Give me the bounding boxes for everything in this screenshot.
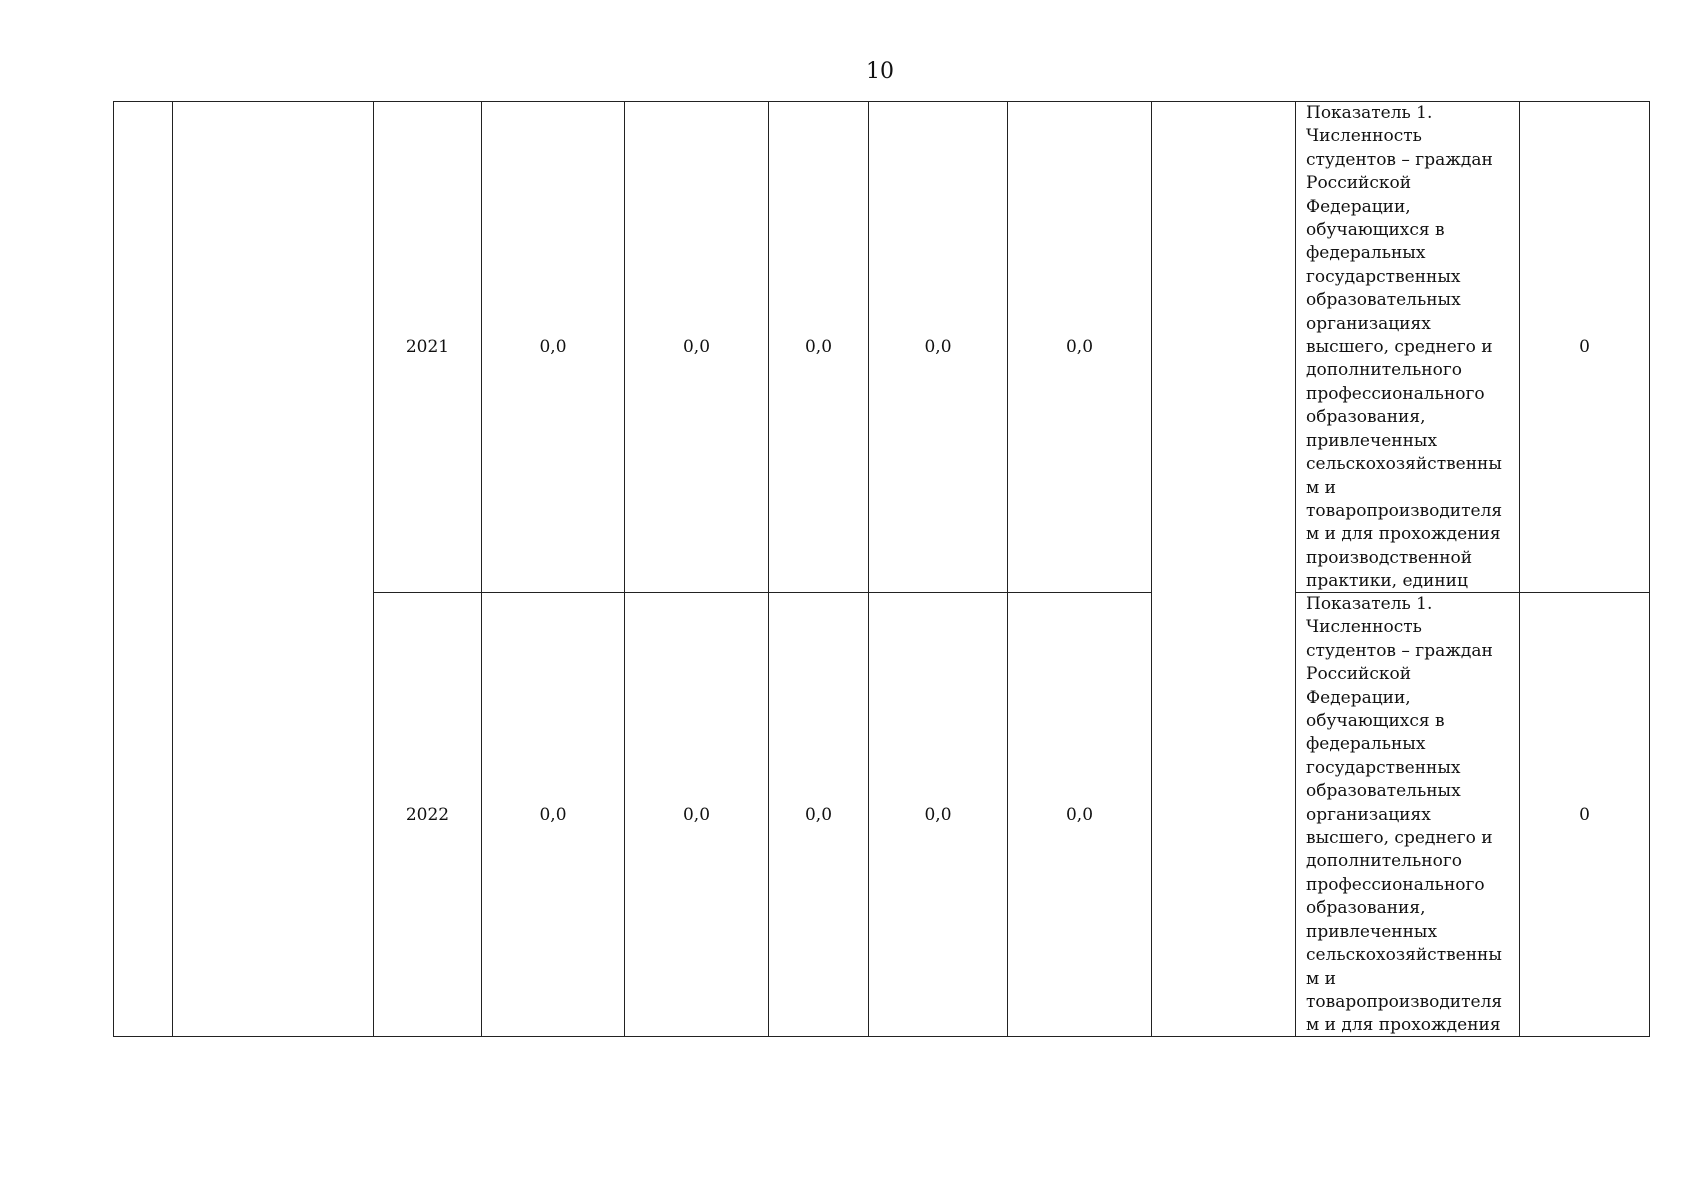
- indicator-value-cell: 0: [1520, 593, 1650, 1037]
- indicator-value-cell: 0: [1520, 102, 1650, 593]
- executor-cell: [1152, 102, 1296, 1037]
- value-cell-2: 0,0: [625, 102, 769, 593]
- row-number-cell: [114, 102, 173, 1037]
- measure-name-cell: [173, 102, 374, 1037]
- value-cell-1: 0,0: [482, 593, 625, 1037]
- indicator-text: Показатель 1. Численность студентов – граждан Российской Федерации, обучающихся в федеральных государственных образовательных организациях высшего, среднего и дополнительного профессионального образования, привлеченных сельскохозяйственным и товаропроизводителям и для прохождения: [1306, 594, 1503, 1036]
- value-cell-2: 0,0: [625, 593, 769, 1037]
- value-cell-5: 0,0: [1008, 102, 1152, 593]
- value-cell-5: 0,0: [1008, 593, 1152, 1037]
- table-row: [114, 102, 1650, 593]
- year-cell: 2021: [374, 102, 482, 593]
- page-number: 10: [866, 59, 894, 84]
- value-cell-3: 0,0: [769, 102, 869, 593]
- program-table: [113, 101, 1650, 1037]
- year-cell: 2022: [374, 593, 482, 1037]
- indicator-cell: [1296, 102, 1520, 593]
- value-cell-4: 0,0: [869, 102, 1008, 593]
- indicator-text: Показатель 1. Численность студентов – граждан Российской Федерации, обучающихся в федеральных государственных образовательных организациях высшего, среднего и дополнительного профессионального образования, привлеченных сельскохозяйственным и товаропроизводителям и для прохождения производственной практики, единиц: [1306, 103, 1503, 592]
- value-cell-1: 0,0: [482, 102, 625, 593]
- value-cell-3: 0,0: [769, 593, 869, 1037]
- indicator-cell: [1296, 593, 1520, 1037]
- value-cell-4: 0,0: [869, 593, 1008, 1037]
